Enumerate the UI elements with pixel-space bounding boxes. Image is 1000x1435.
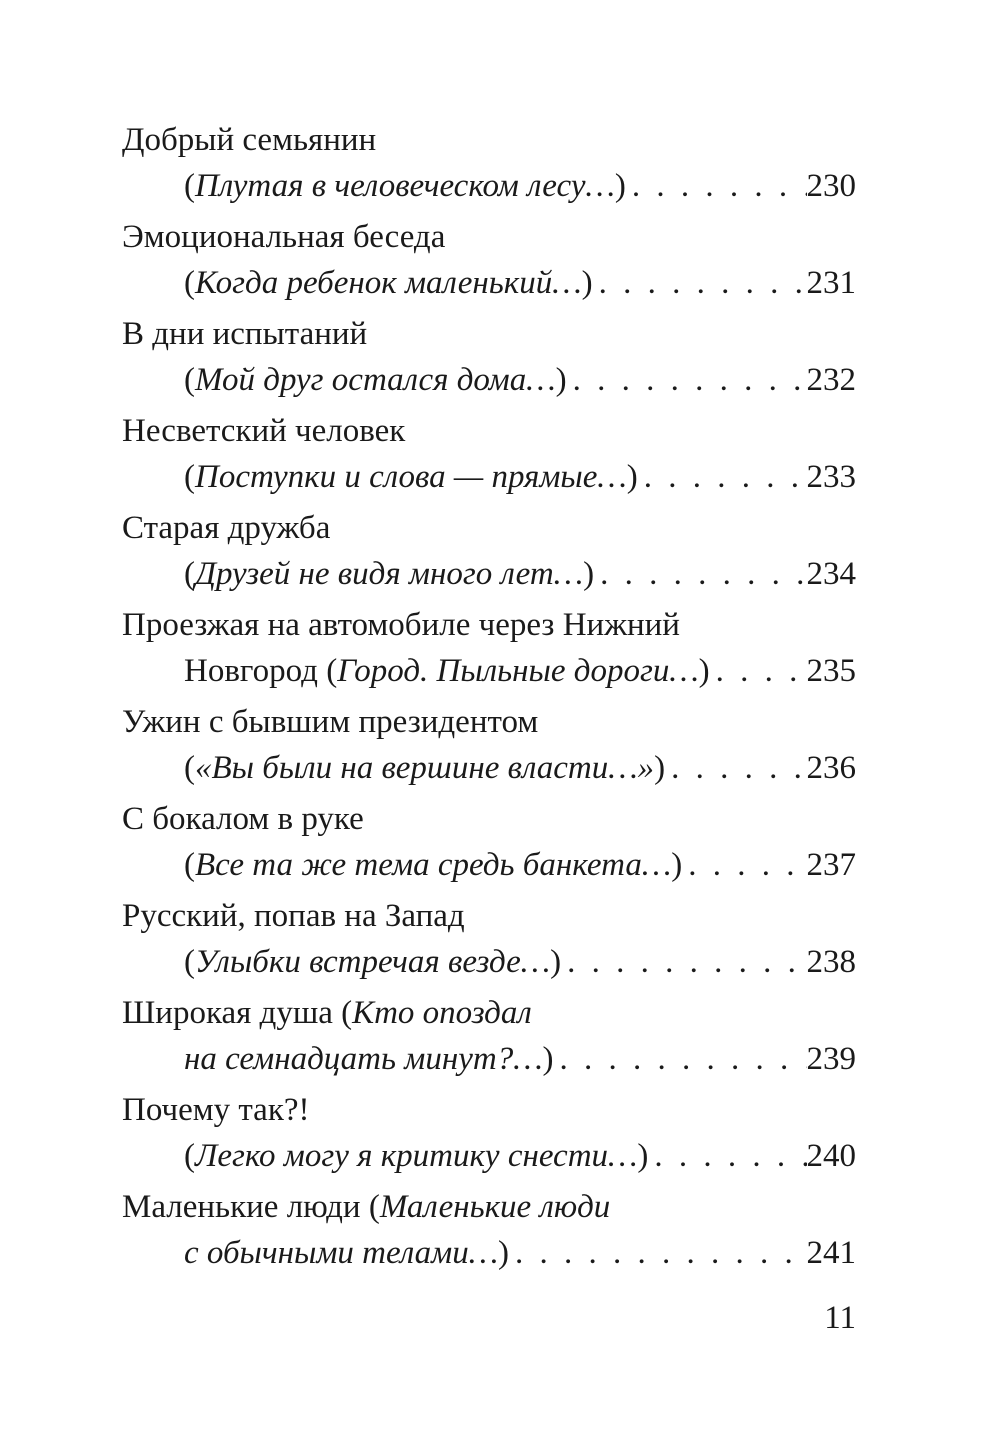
entry-subtitle (184, 1133, 648, 1179)
entry-first-line: Мой друг остался дома… (195, 362, 556, 398)
entry-title: Ужин с бывшим президентом (122, 704, 539, 740)
leader-dots (561, 939, 806, 985)
toc-entry (122, 893, 856, 985)
entry-subtitle (184, 260, 593, 306)
leader-dots (665, 745, 806, 791)
entry-subtitle-line (122, 745, 856, 791)
leader-dots (710, 648, 807, 694)
table-of-contents (122, 117, 856, 1281)
toc-entry (122, 1087, 856, 1179)
entry-title-line (122, 214, 856, 260)
entry-prefix: Новгород ( (184, 653, 338, 689)
entry-prefix: ( (184, 362, 195, 398)
entry-suffix: ) (583, 556, 595, 592)
leader-dots (509, 1230, 806, 1276)
entry-title: Старая дружба (122, 510, 331, 546)
entry-title: Добрый семьянин (122, 122, 377, 158)
entry-subtitle (184, 1230, 509, 1276)
entry-suffix: ) (550, 944, 562, 980)
entry-title-line (122, 990, 856, 1036)
entry-subtitle-line (122, 842, 856, 888)
entry-first-line: Улыбки встречая везде… (195, 944, 551, 980)
leader-dots (594, 551, 806, 597)
entry-suffix: ) (542, 1041, 554, 1077)
entry-prefix: ( (184, 168, 195, 204)
page-number: 240 (806, 1138, 856, 1174)
leader-dots (648, 1133, 806, 1179)
toc-entry (122, 214, 856, 306)
entry-suffix: ) (626, 459, 638, 495)
entry-title: Маленькие люди ( (122, 1189, 380, 1225)
entry-prefix: ( (184, 459, 195, 495)
entry-title: Почему так?! (122, 1092, 310, 1128)
entry-first-line-italic: Кто опоздал (352, 995, 532, 1031)
toc-entry (122, 408, 856, 500)
page-number: 233 (806, 459, 856, 495)
entry-subtitle-line (122, 260, 856, 306)
entry-subtitle (184, 1036, 554, 1082)
entry-subtitle (184, 551, 594, 597)
page-number: 235 (806, 653, 856, 689)
toc-entry (122, 602, 856, 694)
entry-prefix: ( (184, 265, 195, 301)
entry-title: Эмоциональная беседа (122, 219, 446, 255)
entry-title: Проезжая на автомобиле через Нижний (122, 607, 680, 643)
entry-prefix: ( (184, 1138, 195, 1174)
leader-dots (567, 357, 807, 403)
entry-prefix: ( (184, 847, 195, 883)
entry-suffix: ) (671, 847, 683, 883)
entry-subtitle-line (122, 163, 856, 209)
entry-suffix: ) (555, 362, 567, 398)
entry-suffix: ) (581, 265, 593, 301)
page-number: 236 (806, 750, 856, 786)
entry-suffix: ) (698, 653, 710, 689)
leader-dots (593, 260, 807, 306)
entry-prefix: ( (184, 556, 195, 592)
entry-first-line: Когда ребенок маленький… (195, 265, 582, 301)
entry-title: Несветский человек (122, 413, 406, 449)
entry-suffix: ) (637, 1138, 649, 1174)
entry-first-line: Город. Пыльные дороги… (337, 653, 699, 689)
entry-first-line: Поступки и слова — прямые… (195, 459, 627, 495)
entry-subtitle (184, 357, 567, 403)
entry-first-line: на семнадцать минут?… (184, 1041, 543, 1077)
page-number: 237 (806, 847, 856, 883)
leader-dots (554, 1036, 807, 1082)
toc-entry (122, 699, 856, 791)
entry-title-line (122, 893, 856, 939)
toc-entry (122, 117, 856, 209)
entry-first-line-italic: Маленькие люди (379, 1189, 611, 1225)
leader-dots (638, 454, 807, 500)
entry-subtitle (184, 454, 638, 500)
entry-suffix: ) (498, 1235, 510, 1271)
entry-suffix: ) (654, 750, 666, 786)
toc-entry (122, 1184, 856, 1276)
entry-subtitle-line (122, 1230, 856, 1276)
entry-title: Широкая душа ( (122, 995, 353, 1031)
entry-first-line: Все та же тема средь банкета… (195, 847, 672, 883)
toc-entry (122, 796, 856, 888)
entry-subtitle (184, 163, 626, 209)
entry-title-line (122, 699, 856, 745)
entry-subtitle-line (122, 1036, 856, 1082)
entry-title-line (122, 311, 856, 357)
toc-entry (122, 505, 856, 597)
entry-title: Русский, попав на Запад (122, 898, 465, 934)
entry-title-line (122, 796, 856, 842)
entry-subtitle-line (122, 1133, 856, 1179)
entry-title-line (122, 1087, 856, 1133)
entry-subtitle (184, 939, 561, 985)
entry-subtitle (184, 842, 682, 888)
entry-first-line: Плутая в человеческом лесу… (195, 168, 615, 204)
leader-dots (682, 842, 806, 888)
page-number: 232 (806, 362, 856, 398)
leader-dots (626, 163, 807, 209)
page-number: 241 (806, 1235, 856, 1271)
page-number: 239 (806, 1041, 856, 1077)
toc-entry (122, 311, 856, 403)
entry-first-line: Друзей не видя много лет… (195, 556, 584, 592)
entry-title-line (122, 505, 856, 551)
page-number: 234 (806, 556, 856, 592)
entry-subtitle-line (122, 939, 856, 985)
entry-subtitle-line (122, 648, 856, 694)
page-folio-number: 11 (824, 1300, 856, 1336)
entry-suffix: ) (614, 168, 626, 204)
page-number: 238 (806, 944, 856, 980)
page-number: 230 (806, 168, 856, 204)
entry-subtitle-line (122, 357, 856, 403)
entry-title: В дни испытаний (122, 316, 368, 352)
entry-subtitle-line (122, 454, 856, 500)
entry-prefix: ( (184, 944, 195, 980)
entry-title-line (122, 117, 856, 163)
entry-subtitle-line (122, 551, 856, 597)
entry-title: С бокалом в руке (122, 801, 364, 837)
entry-subtitle (184, 745, 665, 791)
entry-prefix: ( (184, 750, 195, 786)
entry-first-line: «Вы были на вершине власти…» (195, 750, 655, 786)
toc-entry (122, 990, 856, 1082)
entry-first-line: с обычными телами… (184, 1235, 499, 1271)
entry-title-line (122, 1184, 856, 1230)
page-number: 231 (806, 265, 856, 301)
entry-first-line: Легко могу я критику снести… (195, 1138, 638, 1174)
entry-subtitle (184, 648, 710, 694)
entry-title-line (122, 408, 856, 454)
entry-title-line (122, 602, 856, 648)
